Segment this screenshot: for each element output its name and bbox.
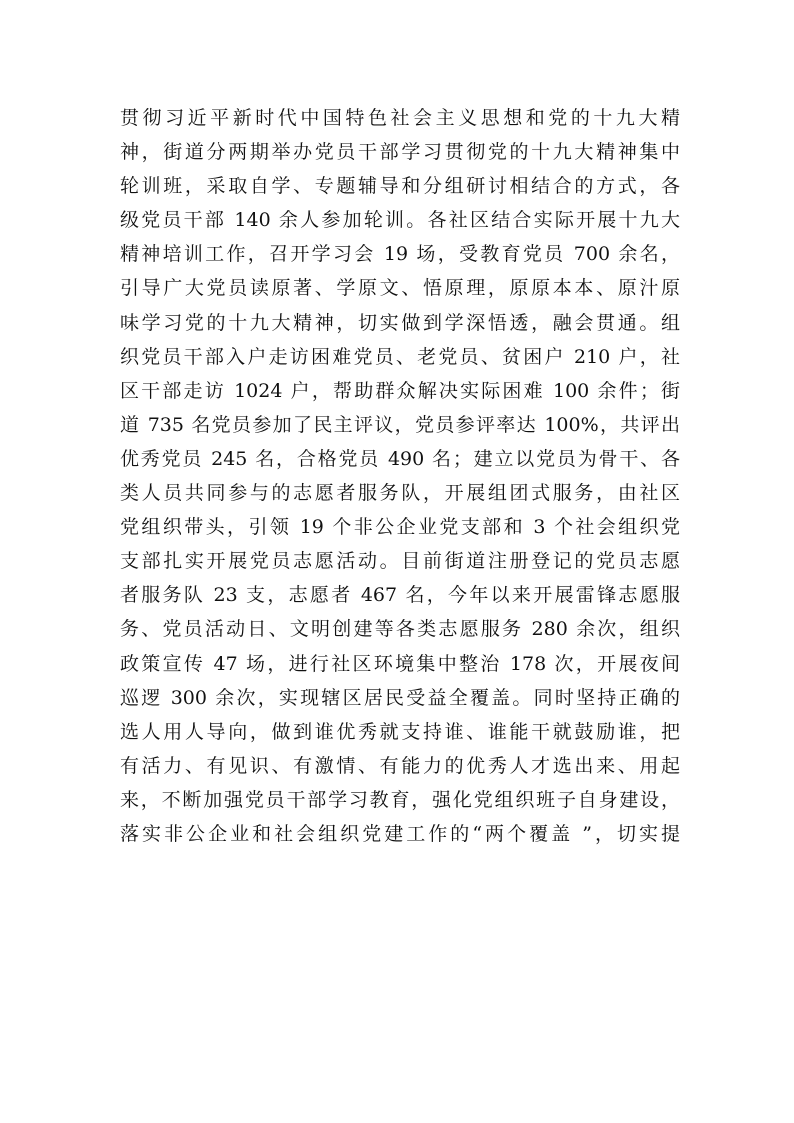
text-line: 务、党员活动日、文明创建等各类志愿服务 280 余次，组织 [120, 618, 680, 641]
text-line: 优秀党员 245 名，合格党员 490 名；建立以党员为骨干、各 [120, 447, 680, 470]
text-line: 贯彻习近平新时代中国特色社会主义思想和党的十九大精 [120, 107, 680, 129]
text-line: 来，不断加强党员干部学习教育，强化党组织班子自身建设， [120, 788, 680, 811]
text-line: 织党员干部入户走访困难党员、老党员、贫困户 210 户，社 [120, 345, 680, 368]
text-line: 支部扎实开展党员志愿活动。目前街道注册登记的党员志愿 [120, 550, 680, 573]
text-line: 类人员共同参与的志愿者服务队，开展组团式服务，由社区 [120, 482, 680, 505]
text-line: 轮训班，采取自学、专题辅导和分组研讨相结合的方式，各 [120, 175, 680, 198]
text-line: 落实非公企业和社会组织党建工作的“两个覆盖 ”，切实提 [120, 822, 680, 845]
text-line: 精神培训工作，召开学习会 19 场，受教育党员 700 余名， [120, 243, 680, 266]
text-line: 味学习党的十九大精神，切实做到学深悟透，融会贯通。组 [120, 311, 680, 334]
text-line: 神，街道分两期举办党员干部学习贯彻党的十九大精神集中 [120, 141, 680, 164]
text-line: 选人用人导向，做到谁优秀就支持谁、谁能干就鼓励谁，把 [120, 720, 680, 743]
text-line: 巡逻 300 余次，实现辖区居民受益全覆盖。同时坚持正确的 [120, 686, 680, 709]
text-line: 引导广大党员读原著、学原文、悟原理，原原本本、原汁原 [120, 277, 680, 300]
text-line: 者服务队 23 支，志愿者 467 名，今年以来开展雷锋志愿服 [120, 584, 680, 607]
text-line: 政策宣传 47 场，进行社区环境集中整治 178 次，开展夜间 [120, 652, 680, 675]
text-line: 道 735 名党员参加了民主评议，党员参评率达 100%，共评出 [120, 413, 680, 436]
text-line: 党组织带头，引领 19 个非公企业党支部和 3 个社会组织党 [120, 516, 680, 539]
text-line: 级党员干部 140 余人参加轮训。各社区结合实际开展十九大 [120, 209, 680, 232]
text-line: 有活力、有见识、有激情、有能力的优秀人才选出来、用起 [120, 754, 680, 777]
body-paragraph [120, 101, 680, 851]
text-line: 区干部走访 1024 户，帮助群众解决实际困难 100 余件；街 [120, 379, 680, 402]
